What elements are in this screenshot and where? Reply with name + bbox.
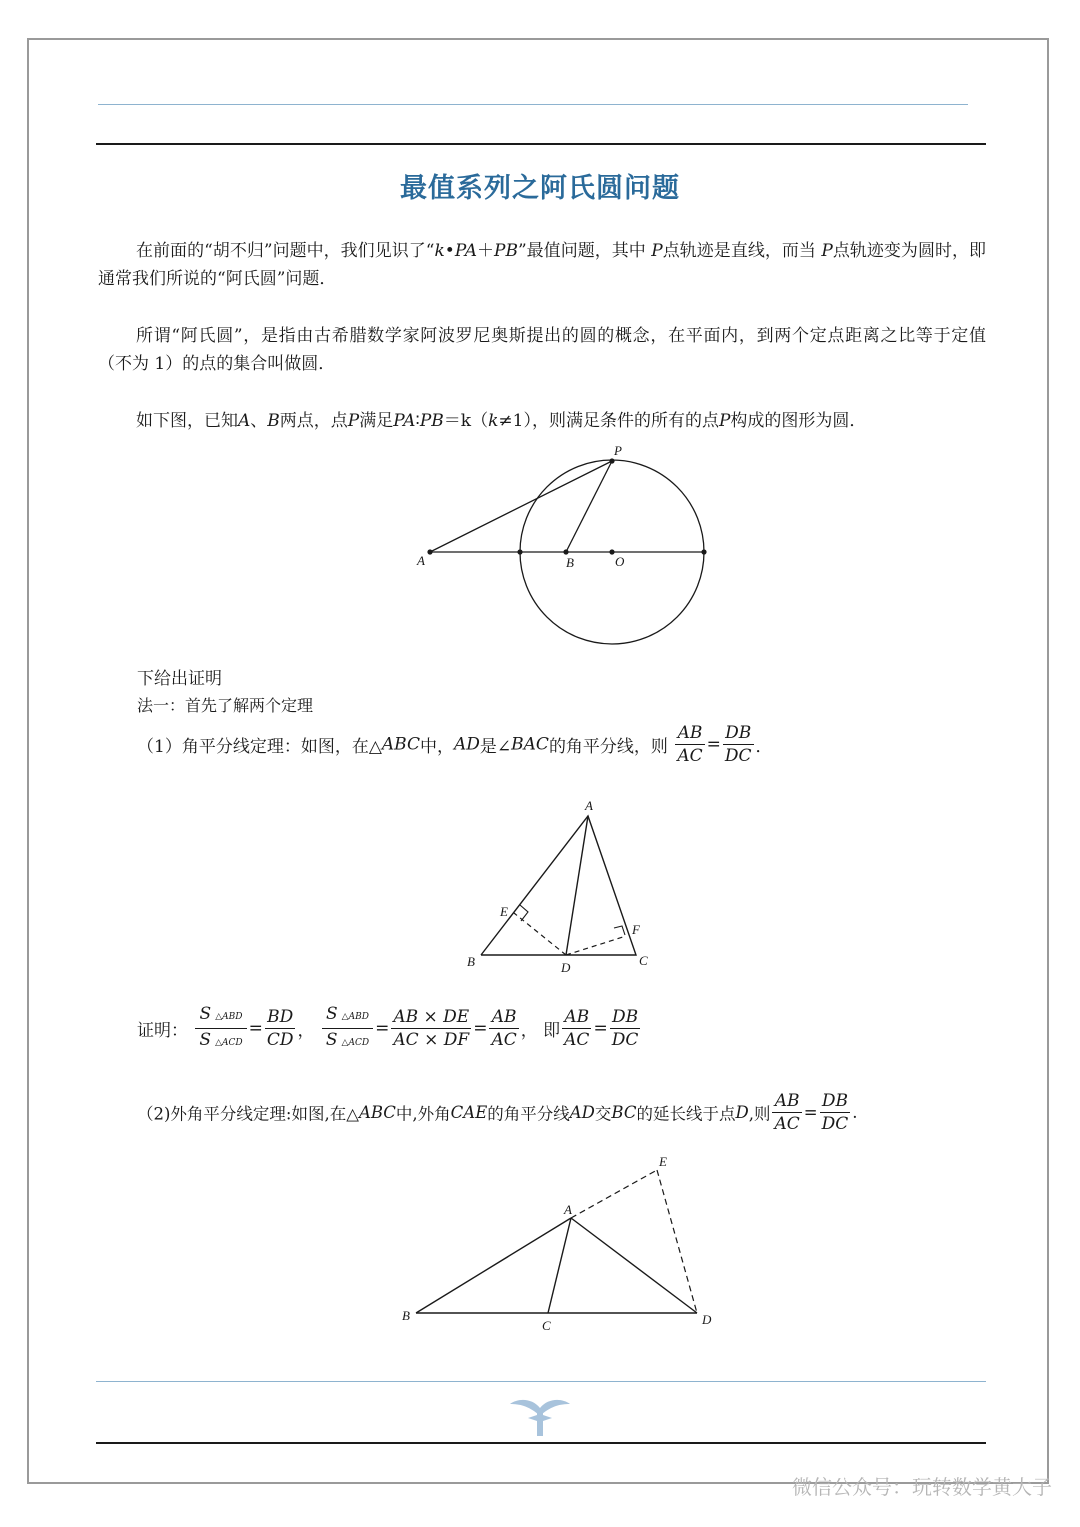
pf1-den-sub: △ACD xyxy=(215,1038,243,1048)
method-one: 法一：首先了解两个定理 xyxy=(137,696,314,715)
label-a: A xyxy=(417,553,425,568)
proof-eq-1: = xyxy=(248,1018,263,1039)
p1-text-c: 点轨迹是直线，而当 xyxy=(662,241,816,261)
proof-comma-2: ， xyxy=(520,1021,538,1041)
pf5-num: AB xyxy=(489,1006,518,1029)
footer-logo-icon xyxy=(508,1396,572,1438)
t2-frac-db-dc xyxy=(820,1090,851,1135)
proof-eq-2: = xyxy=(375,1018,390,1039)
t2-mid2: 的角平分线 xyxy=(487,1104,570,1124)
pf6-num: AB xyxy=(562,1006,591,1029)
label-b2: B xyxy=(467,954,475,969)
t1-bac: BAC xyxy=(511,734,549,755)
watermark: 微信公众号：玩转数学黄大子 xyxy=(792,1475,1052,1499)
t2-f1-den: AC xyxy=(774,1114,800,1134)
proof-frac-4 xyxy=(391,1006,471,1051)
proof-frac-2 xyxy=(265,1006,296,1051)
t1-f2-num: DB xyxy=(723,722,754,745)
label-b: B xyxy=(566,555,574,570)
t2-ad: AD xyxy=(569,1103,595,1122)
t2-frac-ab-ac xyxy=(772,1090,801,1135)
proof-eq-3: = xyxy=(473,1018,488,1039)
point-b xyxy=(563,549,568,554)
pf3-den: S xyxy=(325,1030,338,1050)
exterior-bisector-figure xyxy=(402,1154,712,1333)
pf1-num-sub: △ABD xyxy=(215,1012,243,1022)
pf4-num: AB × DE xyxy=(393,1007,470,1027)
t2-eq: = xyxy=(803,1103,818,1122)
proof-frac-7 xyxy=(610,1006,641,1051)
pf3-num-sub: △ABD xyxy=(341,1012,369,1022)
right-angle-f xyxy=(614,926,625,935)
p3-text-a: 如下图，已知 xyxy=(136,411,238,431)
extension-ae xyxy=(571,1170,657,1218)
label-p: P xyxy=(614,443,622,458)
proof-eq-4: = xyxy=(593,1018,608,1039)
t2-end: . xyxy=(852,1103,858,1122)
p1-pa: PA xyxy=(454,241,477,261)
side-ac xyxy=(548,1218,571,1313)
t2-mid: 中,外角 xyxy=(395,1104,451,1124)
p1-dot: • xyxy=(444,241,455,261)
p3-eq: ＝k（ xyxy=(443,411,489,431)
proof-ji: 即 xyxy=(543,1021,561,1041)
label-b3: B xyxy=(402,1308,410,1323)
point-a xyxy=(427,549,432,554)
angle-bisector-figure xyxy=(467,798,648,975)
proof-label: 证明： xyxy=(137,1021,188,1041)
t1-f2-den: DC xyxy=(724,746,752,766)
proof-intro: 下给出证明 xyxy=(137,669,222,689)
t2-prefix: （2)外角平分线定理:如图,在△ xyxy=(137,1104,359,1124)
p1-plus: ＋ xyxy=(476,241,495,261)
bisector-ad-ext xyxy=(571,1218,697,1313)
p3-text-b: 两点，点 xyxy=(279,411,348,431)
t2-cae: CAE xyxy=(450,1103,488,1122)
label-f2: F xyxy=(632,922,640,937)
t1-frac-ab-ac xyxy=(675,722,704,767)
pf6-den: AC xyxy=(564,1030,590,1050)
p3-ne: ≠1），则满足条件的所有的点 xyxy=(498,411,719,431)
t2-d: D xyxy=(735,1103,749,1122)
segment-pb xyxy=(566,461,612,552)
p3-text-d: 构成的图形为圆． xyxy=(730,411,867,431)
pf3-den-sub: △ACD xyxy=(341,1038,370,1048)
p3-PB: PB xyxy=(419,411,444,431)
pf3-num: S xyxy=(326,1004,338,1024)
label-a2: A xyxy=(585,798,593,813)
footer-rule-black xyxy=(96,1442,986,1444)
t1-prefix: （1）角平分线定理：如图，在△ xyxy=(137,737,382,757)
pf4-den: AC × DF xyxy=(393,1030,470,1050)
point-left-intersect xyxy=(517,549,522,554)
pf5-den: AC xyxy=(491,1030,517,1050)
p3-PA: PA xyxy=(393,411,416,431)
proof-frac-6 xyxy=(562,1006,591,1051)
t1-f1-num: AB xyxy=(675,722,704,745)
proof-frac-1 xyxy=(195,1003,246,1054)
theorem-2 xyxy=(137,1090,857,1135)
proof-line xyxy=(137,1003,642,1054)
intro-paragraph-2: 所谓“阿氏圆”，是指由古希腊数学家阿波罗尼奥斯提出的圆的概念，在平面内，到两个定点距离之比等于定值（不为 1）的点的集合叫做圆． xyxy=(98,326,986,374)
t1-suffix: 的角平分线，则 xyxy=(548,737,668,757)
p3-k: k xyxy=(488,411,499,431)
t1-tri: ABC xyxy=(381,734,420,755)
t2-f2-num: DB xyxy=(820,1090,851,1113)
footer-rule-blue xyxy=(96,1381,986,1382)
p1-p2: P xyxy=(821,241,833,261)
p1-text-a: 在前面的“胡不归”问题中，我们见识了“ xyxy=(136,241,435,261)
point-p xyxy=(609,458,614,463)
p1-text-d: 点轨迹变为圆时，即通常我们所说的“阿氏圆”问题． xyxy=(98,241,987,289)
p3-A: A xyxy=(238,411,251,431)
p1-text-b: ”最值问题，其中 xyxy=(517,241,646,261)
label-c2: C xyxy=(639,953,648,968)
point-o xyxy=(609,549,614,554)
pf7-num: DB xyxy=(610,1006,641,1029)
t1-mid2: 是∠ xyxy=(479,737,512,757)
t2-suffix: ,则 xyxy=(748,1104,771,1124)
t2-f2-den: DC xyxy=(821,1114,849,1134)
t1-frac-db-dc xyxy=(723,722,754,767)
p3-sep: 、 xyxy=(250,411,268,431)
label-c3: C xyxy=(542,1318,551,1333)
pf2-num: BD xyxy=(265,1006,296,1029)
p3-text-c: 满足 xyxy=(359,411,394,431)
perp-df xyxy=(566,937,623,955)
t2-mid3: 交 xyxy=(594,1104,612,1124)
segment-ed xyxy=(657,1170,697,1313)
proof-comma-1: ， xyxy=(297,1021,315,1041)
triangle-abc xyxy=(481,816,636,955)
p1-p: P xyxy=(651,241,663,261)
bisector-ad xyxy=(566,816,588,955)
t2-mid4: 的延长线于点 xyxy=(636,1104,736,1124)
p3-P2: P xyxy=(718,411,731,431)
pf7-den: DC xyxy=(611,1030,639,1050)
side-ba xyxy=(416,1218,571,1313)
t2-tri: ABC xyxy=(358,1103,396,1122)
label-a3: A xyxy=(564,1202,572,1217)
t1-f1-den: AC xyxy=(677,746,703,766)
t1-end: ． xyxy=(755,737,773,757)
p1-pb: PB xyxy=(494,241,518,261)
p1-k: k xyxy=(434,241,445,261)
label-e2: E xyxy=(500,904,508,919)
pf1-den: S xyxy=(199,1030,212,1050)
t2-f1-num: AB xyxy=(772,1090,801,1113)
t2-bc: BC xyxy=(611,1103,637,1122)
p3-P: P xyxy=(347,411,360,431)
label-e3: E xyxy=(659,1154,667,1169)
pf2-den: CD xyxy=(266,1030,294,1050)
pf1-num: S xyxy=(199,1004,212,1024)
label-d3: D xyxy=(702,1312,712,1327)
theorem-1 xyxy=(137,722,773,767)
proof-frac-3 xyxy=(322,1003,373,1054)
p3-colon: ∶ xyxy=(415,411,420,431)
p3-B: B xyxy=(267,411,280,431)
t1-ad: AD xyxy=(453,734,480,755)
t1-eq: = xyxy=(706,734,721,755)
point-right-intersect xyxy=(701,549,706,554)
label-o: O xyxy=(615,554,625,569)
page-title: 最值系列之阿氏圆问题 xyxy=(400,173,680,204)
proof-frac-5 xyxy=(489,1006,518,1051)
label-d2: D xyxy=(561,960,571,975)
t1-mid: 中， xyxy=(419,737,454,757)
